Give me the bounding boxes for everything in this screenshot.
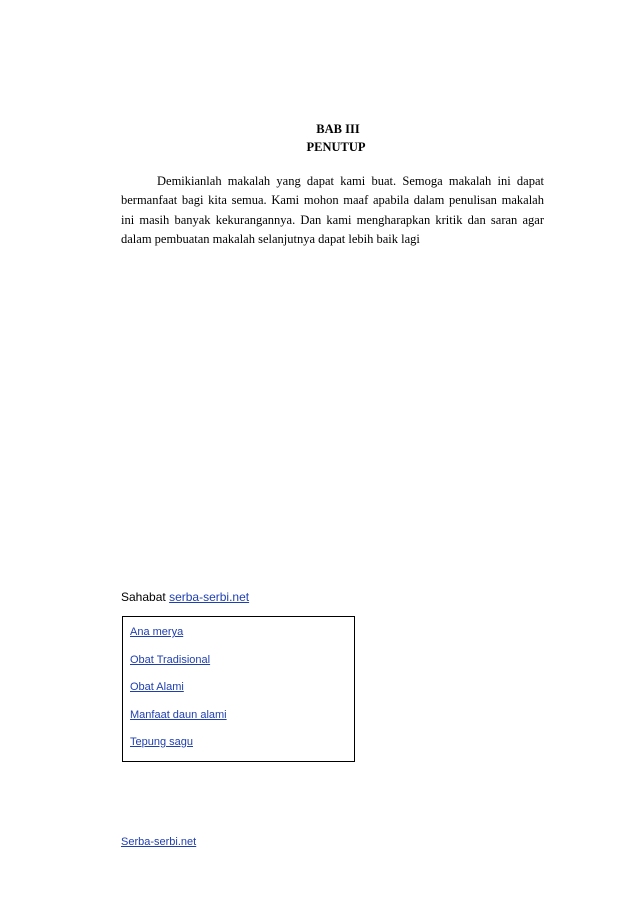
- closing-paragraph: Demikianlah makalah yang dapat kami buat. Semoga makalah ini dapat bermanfaat bagi kita semua. Kami mohon maaf apabila dalam penulisan makalah ini masih banyak kekurangannya. Dan kami mengharapkan kritik dan saran agar dalam pembuatan makalah selanjutnya dapat lebih baik lagi: [121, 173, 544, 246]
- sahabat-line: [121, 590, 249, 604]
- list-item: [130, 625, 354, 653]
- page-footer: [121, 836, 196, 848]
- list-item: [130, 735, 354, 763]
- related-links-list: [123, 617, 354, 763]
- link-manfaat-daun-alami[interactable]: Manfaat daun alami: [130, 708, 227, 721]
- chapter-heading: BAB III: [316, 122, 360, 136]
- sahabat-prefix: Sahabat: [121, 590, 166, 604]
- chapter-title: PENUTUP: [306, 140, 366, 154]
- list-item: [130, 680, 354, 708]
- link-ana-merya[interactable]: Ana merya: [130, 626, 184, 638]
- link-obat-tradisional[interactable]: Obat Tradisional: [130, 653, 211, 666]
- related-links-box: [122, 616, 355, 762]
- link-obat-alami[interactable]: Obat Alami: [130, 681, 184, 693]
- list-item: [130, 708, 354, 736]
- sahabat-site-link[interactable]: serba-serbi.net: [169, 590, 250, 604]
- link-tepung-sagu[interactable]: Tepung sagu: [130, 736, 193, 748]
- list-item: [130, 653, 354, 681]
- footer-site-link[interactable]: Serba-serbi.net: [121, 836, 197, 848]
